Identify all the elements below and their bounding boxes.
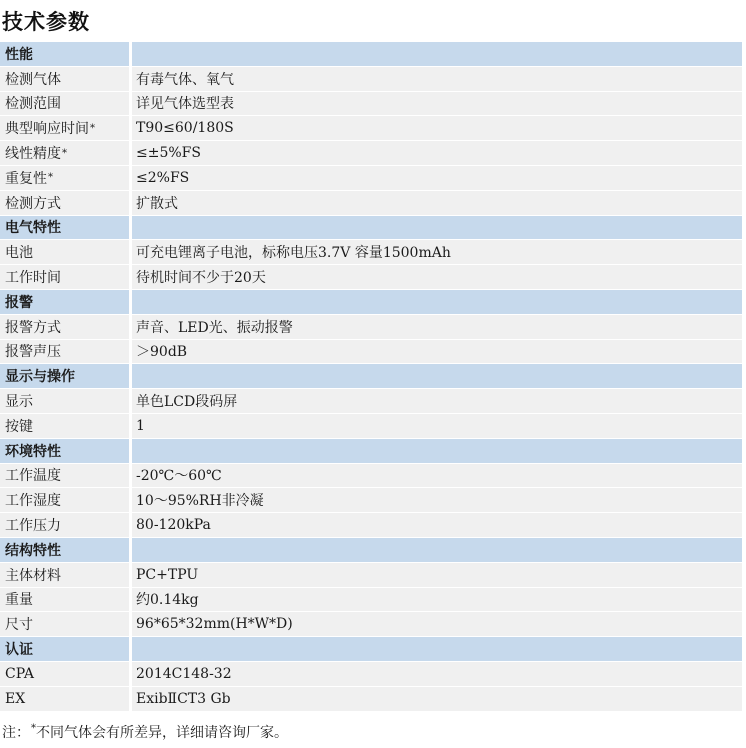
category-value-cell: [132, 364, 742, 388]
table-row: [0, 166, 742, 191]
param-value: ＞90dB: [132, 340, 742, 364]
category-value-cell: [132, 439, 742, 463]
param-value: 96*65*32mm(H*W*D): [132, 612, 742, 636]
param-value: 1: [132, 414, 742, 438]
footnote: [2, 722, 288, 742]
param-value: ≤2%FS: [132, 166, 742, 190]
category-value-cell: [132, 637, 742, 661]
category-row: [0, 42, 742, 67]
label-text: 电气特性: [5, 220, 61, 237]
label-text: 重量: [5, 592, 33, 609]
table-row: [0, 488, 742, 513]
table-row: [0, 513, 742, 538]
table-row: [0, 340, 742, 365]
table-row: [0, 116, 742, 141]
param-value: 单色LCD段码屏: [132, 389, 742, 413]
label-text: 工作温度: [5, 468, 61, 485]
param-label: [0, 588, 129, 612]
param-label: [0, 240, 129, 264]
page-title: 技术参数: [2, 10, 90, 34]
param-value: PC+TPU: [132, 563, 742, 587]
category-value-cell: [132, 290, 742, 314]
table-row: [0, 662, 742, 687]
category-label: [0, 364, 129, 388]
category-row: [0, 439, 742, 464]
footnote-prefix: 注：: [2, 725, 30, 741]
param-value: 详见气体选型表: [132, 92, 742, 116]
param-label: [0, 315, 129, 339]
label-text: 检测范围: [5, 96, 61, 113]
category-value-cell: [132, 216, 742, 240]
label-text: 线性精度: [5, 146, 61, 163]
footnote-star: *: [31, 723, 36, 734]
param-value: 扩散式: [132, 191, 742, 215]
param-value: 可充电锂离子电池，标称电压3.7V 容量1500mAh: [132, 240, 742, 264]
label-text: 重复性: [5, 170, 47, 187]
param-value: 声音、LED光、振动报警: [132, 315, 742, 339]
param-value: ≤±5%FS: [132, 141, 742, 165]
label-text: 电池: [5, 245, 33, 262]
label-text: 检测方式: [5, 195, 61, 212]
category-row: [0, 364, 742, 389]
table-row: [0, 389, 742, 414]
param-label: [0, 141, 129, 165]
param-value: ExibⅡCT3 Gb: [132, 687, 742, 711]
table-row: [0, 141, 742, 166]
param-value: 80-120kPa: [132, 513, 742, 537]
label-text: 检测气体: [5, 71, 61, 88]
param-value: 待机时间不少于20天: [132, 265, 742, 289]
category-label: [0, 42, 129, 66]
table-row: [0, 240, 742, 265]
param-label: [0, 265, 129, 289]
category-value-cell: [132, 538, 742, 562]
table-row: [0, 191, 742, 216]
table-row: [0, 464, 742, 489]
table-row: [0, 563, 742, 588]
label-text: CPA: [5, 665, 34, 682]
label-text: 按键: [5, 418, 33, 435]
param-label: [0, 687, 129, 711]
param-value: 2014C148-32: [132, 662, 742, 686]
label-text: 显示: [5, 394, 33, 411]
param-label: [0, 612, 129, 636]
spec-table: [0, 42, 742, 712]
label-text: 工作湿度: [5, 493, 61, 510]
table-row: [0, 414, 742, 439]
label-text: 认证: [5, 642, 33, 659]
param-value: 有毒气体、氧气: [132, 67, 742, 91]
label-text: EX: [5, 690, 26, 707]
param-value: T90≤60/180S: [132, 116, 742, 140]
label-text: 性能: [5, 46, 33, 63]
category-label: [0, 538, 129, 562]
param-value: 约0.14kg: [132, 588, 742, 612]
label-text: 报警声压: [5, 344, 61, 361]
table-row: [0, 265, 742, 290]
footnote-marker: *: [62, 147, 67, 159]
footnote-marker: *: [90, 122, 95, 134]
footnote-marker: *: [48, 172, 53, 184]
footnote-text: 不同气体会有所差异，详细请咨询厂家。: [36, 725, 288, 741]
param-label: [0, 662, 129, 686]
category-value-cell: [132, 42, 742, 66]
label-text: 显示与操作: [5, 369, 75, 386]
param-label: [0, 191, 129, 215]
label-text: 主体材料: [5, 567, 61, 584]
label-text: 环境特性: [5, 443, 61, 460]
label-text: 结构特性: [5, 542, 61, 559]
table-row: [0, 92, 742, 117]
label-text: 工作压力: [5, 518, 61, 535]
table-row: [0, 315, 742, 340]
label-text: 尺寸: [5, 617, 33, 634]
category-row: [0, 637, 742, 662]
table-row: [0, 612, 742, 637]
param-label: [0, 414, 129, 438]
param-label: [0, 563, 129, 587]
param-label: [0, 389, 129, 413]
table-row: [0, 687, 742, 712]
param-label: [0, 116, 129, 140]
param-label: [0, 488, 129, 512]
param-label: [0, 513, 129, 537]
param-value: 10～95%RH非冷凝: [132, 488, 742, 512]
category-row: [0, 538, 742, 563]
category-label: [0, 439, 129, 463]
param-label: [0, 340, 129, 364]
label-text: 典型响应时间: [5, 121, 89, 138]
label-text: 报警方式: [5, 319, 61, 336]
table-row: [0, 67, 742, 92]
param-label: [0, 67, 129, 91]
category-label: [0, 290, 129, 314]
table-row: [0, 588, 742, 613]
category-row: [0, 216, 742, 241]
param-value: -20℃～60℃: [132, 464, 742, 488]
label-text: 工作时间: [5, 270, 61, 287]
category-label: [0, 637, 129, 661]
param-label: [0, 464, 129, 488]
category-row: [0, 290, 742, 315]
param-label: [0, 92, 129, 116]
category-label: [0, 216, 129, 240]
param-label: [0, 166, 129, 190]
label-text: 报警: [5, 294, 33, 311]
